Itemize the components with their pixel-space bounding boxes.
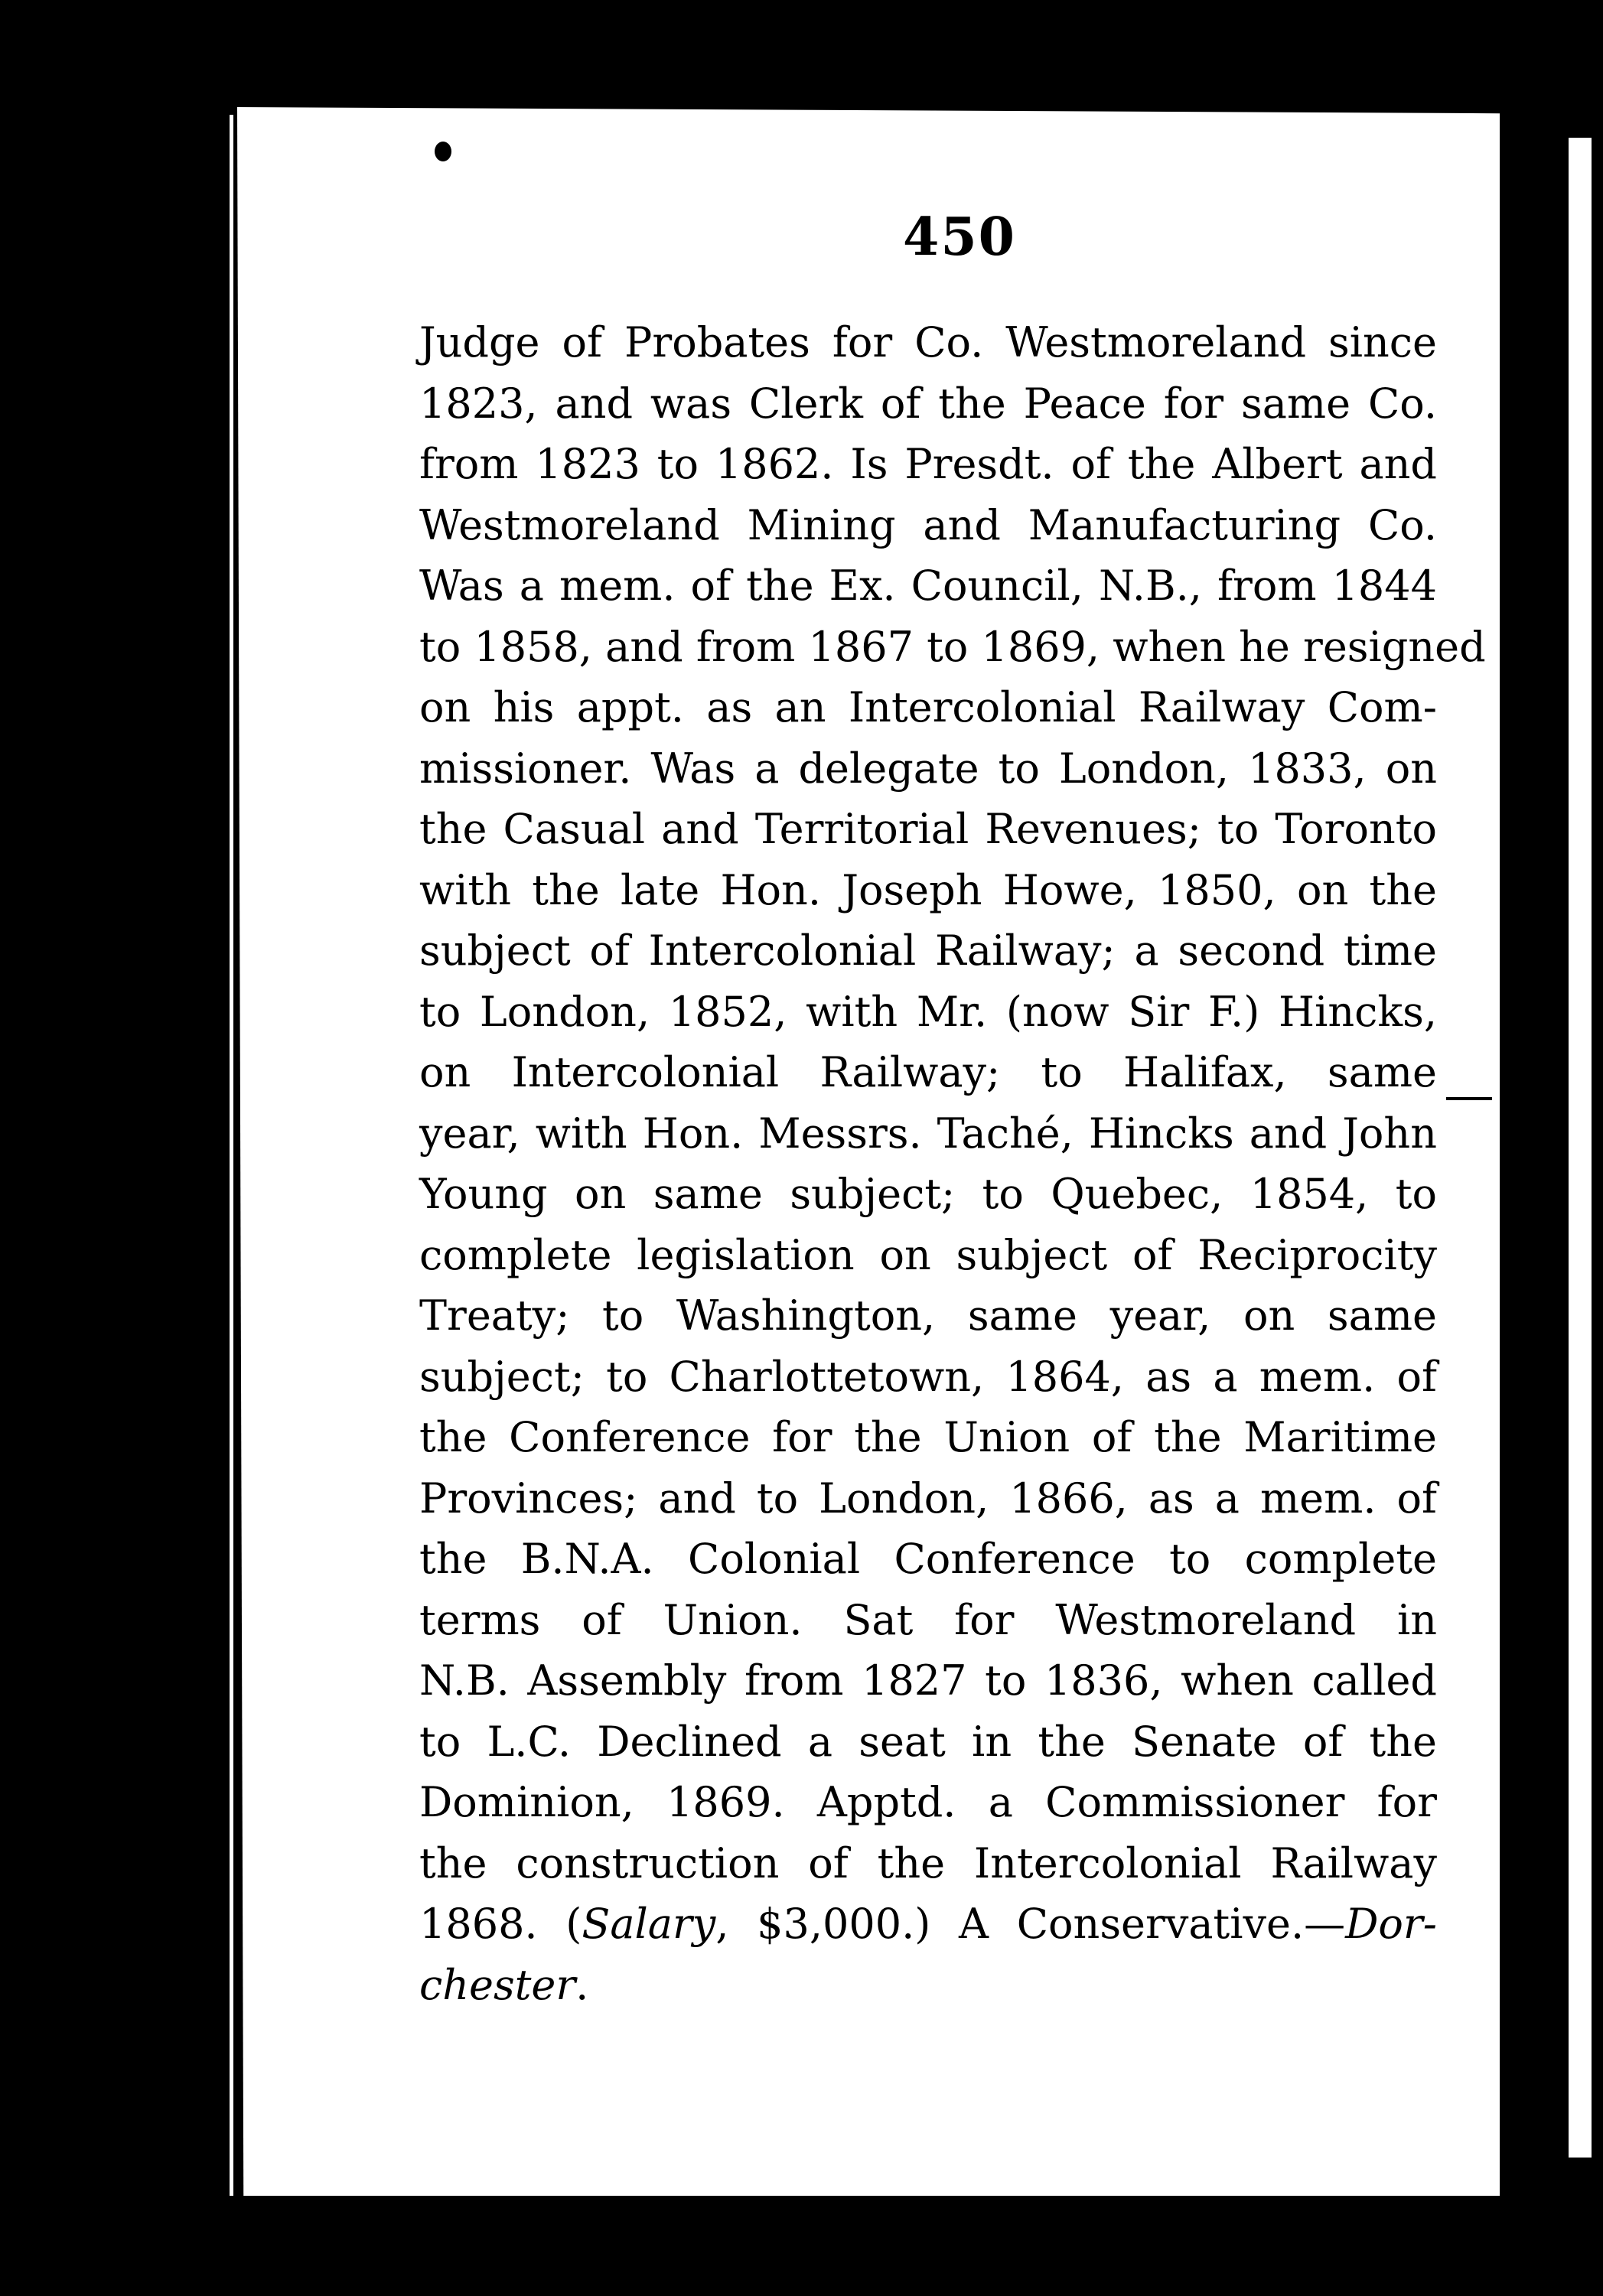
italic-place-end: chester [419,1960,576,2009]
text-fragment: , $3,000.) A Conservative.— [715,1900,1346,1948]
text-line: the Conference for the Union of the Maritime [419,1413,1437,1461]
text-line: on Intercolonial Railway; to Halifax, same [419,1048,1437,1096]
right-page-edge [1569,138,1592,2158]
text-line: Young on same subject; to Quebec, 1854, to [419,1170,1437,1218]
text-line: subject; to Charlottetown, 1864, as a mem. of [419,1352,1437,1401]
text-line: from 1823 to 1862. Is Presdt. of the Albert and [419,440,1437,488]
text-line: to London, 1852, with Mr. (now Sir F.) Hincks, [419,987,1437,1036]
text-line: the Casual and Territorial Revenues; to Toronto [419,805,1437,853]
text-line: to L.C. Declined a seat in the Senate of the [419,1717,1437,1766]
text-line: Treaty; to Washington, same year, on same [419,1291,1437,1340]
text-line: subject of Intercolonial Railway; a second time [419,927,1437,975]
text-line [419,1894,1437,1955]
margin-mark [1446,1097,1492,1100]
text-line: complete legislation on subject of Reciprocity [419,1230,1437,1279]
text-line: the construction of the Intercolonial Railway [419,1838,1437,1887]
text-line: Dominion, 1869. Apptd. a Commissioner for [419,1778,1437,1826]
text-line: with the late Hon. Joseph Howe, 1850, on the [419,865,1437,914]
text-line: missioner. Was a delegate to London, 1833, on [419,744,1437,793]
italic-place-start: Dor- [1345,1900,1437,1948]
text-line: on his appt. as an Intercolonial Railway Com- [419,683,1437,731]
italic-salary: Salary [582,1900,716,1948]
text-line: terms of Union. Sat for Westmoreland in [419,1595,1437,1644]
text-line: Judge of Probates for Co. Westmoreland since [419,318,1437,366]
text-line: the B.N.A. Colonial Conference to complete [419,1535,1437,1583]
text-line: Was a mem. of the Ex. Council, N.B., from 1844 [419,562,1437,610]
text-line [419,1955,1437,2016]
text-fragment: . [575,1960,589,2009]
text-line: Westmoreland Mining and Manufacturing Co. [419,500,1437,549]
page-number: 450 [903,207,1016,268]
biography-text [419,312,1486,2015]
text-line: to 1858, and from 1867 to 1869, when he resigned [419,622,1486,671]
text-line: 1823, and was Clerk of the Peace for same Co. [419,379,1437,428]
text-line: Provinces; and to London, 1866, as a mem. of [419,1474,1437,1523]
text-fragment: 1868. ( [419,1900,582,1948]
text-line: N.B. Assembly from 1827 to 1836, when called [419,1656,1437,1705]
ink-dot [435,142,451,161]
text-line: year, with Hon. Messrs. Taché, Hincks and John [419,1109,1437,1158]
